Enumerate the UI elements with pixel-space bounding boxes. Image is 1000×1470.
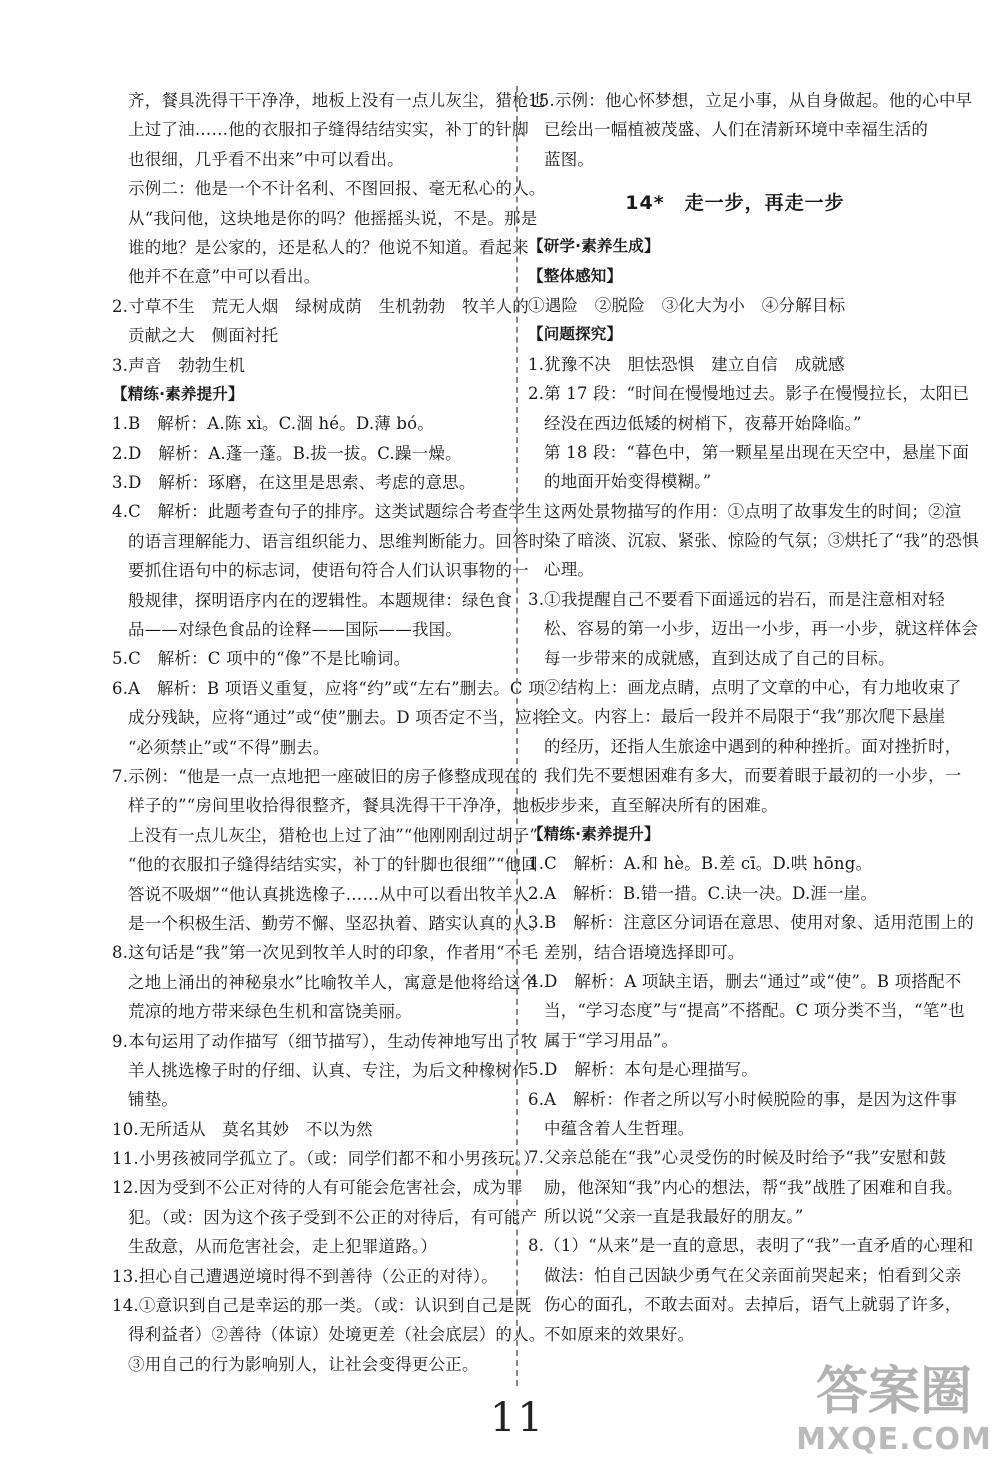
text-line: 2.第 17 段：“时间在慢慢地过去。影子在慢慢拉长，太阳已 xyxy=(528,384,970,404)
text-line: 当，“学习态度”与“提高”不搭配。C 项分类不当，“笔”也 xyxy=(544,1001,965,1021)
text-line: 14.①意识到自己是幸运的那一类。（或：认识到自己是既 xyxy=(112,1296,532,1316)
text-line: 第 18 段：“暮色中，第一颗星星出现在天空中，悬崖下面 xyxy=(544,442,970,462)
text-line: 中蕴含着人生哲理。 xyxy=(544,1118,695,1138)
text-line: 3.D 解析：琢磨，在这里是思索、考虑的意思。 xyxy=(112,473,476,493)
text-line: 7.父亲总能在“我”心灵受伤的时候及时给予“我”安慰和鼓 xyxy=(528,1148,947,1168)
text-line: 上没有一点儿灰尘，猎枪也上过了油”“他刚刚刮过胡子” xyxy=(128,825,539,845)
text-line: 答说不吸烟”“他认真挑选橡子……从中可以看出牧羊人 xyxy=(128,884,530,904)
text-line: 2.A 解析：B.错一措。C.诀一决。D.涯一崖。 xyxy=(528,883,878,903)
text-line: 已绘出一幅植被茂盛、人们在清新环境中幸福生活的 xyxy=(544,120,929,140)
text-line: 也很细，几乎看不出来”中可以看出。 xyxy=(128,149,404,169)
right-column xyxy=(528,86,979,1349)
text-line: 13.担心自己遭遇逆境时得不到善待（公正的对待）。 xyxy=(112,1266,498,1286)
text-line: 谁的地？是公家的，还是私人的？他说不知道。看起来 xyxy=(128,237,529,257)
text-line: 10.无所适从 莫名其妙 不以为然 xyxy=(112,1119,373,1139)
text-line: 样子的”“房间里收拾得很整齐，餐具洗得干干净净，地板 xyxy=(128,796,547,816)
left-column xyxy=(112,86,549,1379)
watermark-logo xyxy=(794,1361,994,1466)
text-line: 示例二：他是一个不计名利、不图回报、毫无私心的人。 xyxy=(128,179,546,199)
page-number: 11 xyxy=(490,1395,545,1441)
text-line: 他并不在意”中可以看出。 xyxy=(128,267,321,287)
text-line: 犯。（或：因为这个孩子受到不公正的对待后，有可能产 xyxy=(128,1207,538,1227)
lesson-title: 14* 走一步，再走一步 xyxy=(625,192,845,215)
text-line: 染了暗淡、沉寂、紧张、惊险的气氛；③烘托了“我”的恐惧 xyxy=(544,531,979,551)
text-line: 每一步带来的成就感，直到达成了自己的目标。 xyxy=(544,648,895,668)
text-line: 的经历，还指人生旅途中遇到的种种挫折。面对挫折时， xyxy=(544,736,962,756)
text-line: 5.C 解析：C 项中的“像”不是比喻词。 xyxy=(112,649,411,669)
right-top-answers xyxy=(528,86,973,174)
text-line: 铺垫。 xyxy=(128,1090,179,1110)
text-line: 6.A 解析：B 项语义重复，应将“约”或“左右”删去。C 项 xyxy=(112,678,545,698)
text-line: 上过了油……他的衣服扣子缝得结结实实，补丁的针脚 xyxy=(128,120,529,140)
text-line: 励，他深知“我”内心的想法，帮“我”战胜了困难和自我。 xyxy=(544,1177,963,1197)
text-line: 的地面开始变得模糊。” xyxy=(544,472,712,492)
text-line: 11.小男孩被同学孤立了。（或：同学们都不和小男孩玩。） xyxy=(112,1149,540,1169)
text-line: 做法：怕自己因缺少勇气在父亲面前哭起来；怕看到父亲 xyxy=(544,1265,962,1285)
text-line: 得利益者）②善待（体谅）处境更差（社会底层）的人。 xyxy=(128,1325,546,1345)
text-line: 8.这句话是“我”第一次见到牧羊人时的印象，作者用“不毛 xyxy=(112,943,539,963)
text-line: ②结构上：画龙点睛，点明了文章的中心，有力地收束了 xyxy=(544,678,962,698)
text-line: “必须禁止”或“不得”删去。 xyxy=(128,737,330,757)
text-line: 伤心的面孔，不敢去面对。去掉后，语气上就弱了许多， xyxy=(544,1295,962,1315)
text-line: 要抓住语句中的标志词，使语句符合人们认识事物的一 xyxy=(128,561,529,581)
section-header: 【精练·素养提升】 xyxy=(528,824,660,843)
text-line: 经没在西边低矮的树梢下，夜幕开始降临。” xyxy=(544,413,862,433)
section-header: 【整体感知】 xyxy=(528,266,623,285)
text-line: 7.示例：“他是一点一点地把一座破旧的房子修整成现在的 xyxy=(112,766,538,786)
text-line: 我们先不要想困难有多大，而要着眼于最初的一小步，一 xyxy=(544,766,962,786)
text-line: 心理。 xyxy=(544,560,595,580)
watermark-url: MXQE.COM xyxy=(796,1422,992,1457)
section-header: 【精练·素养提升】 xyxy=(112,384,244,403)
text-line: 5.D 解析：本句是心理描写。 xyxy=(528,1060,758,1080)
text-line: 1.犹豫不决 胆怯恐惧 建立自信 成就感 xyxy=(528,354,845,374)
text-line: 1.B 解析：A.陈 xì。C.涸 hé。D.薄 bó。 xyxy=(112,414,435,434)
watermark-text: 答案圈 xyxy=(815,1362,972,1422)
text-line: 羊人挑选橡子时的仔细、认真、专注，为后文种橡树作 xyxy=(128,1060,529,1080)
text-line: 品——对绿色食品的诠释——国际——我国。 xyxy=(128,620,462,640)
text-line: 9.本句运用了动作描写（细节描写），生动传神地写出了牧 xyxy=(112,1031,538,1051)
text-line: 是一个积极生活、勤劳不懈、坚忍执着、踏实认真的人。 xyxy=(128,913,546,933)
text-line: 不如原来的效果好。 xyxy=(544,1324,695,1344)
text-line: 8.（1）“从来”是一直的意思，表明了“我”一直矛盾的心理和 xyxy=(528,1236,974,1256)
text-line: 12.因为受到不公正对待的人有可能会危害社会，成为罪 xyxy=(112,1178,523,1198)
text-line: 所以说“父亲一直是我最好的朋友。” xyxy=(544,1207,804,1227)
text-line: 步步来，直至解决所有的困难。 xyxy=(544,795,778,815)
right-bottom-answers xyxy=(528,232,979,1349)
text-line: 差别，结合语境选择即可。 xyxy=(544,942,745,962)
text-line: 3.①我提醒自己不要看下面遥远的岩石，而是注意相对轻 xyxy=(528,589,945,609)
text-line: 齐，餐具洗得干干净净，地板上没有一点儿灰尘，猎枪也 xyxy=(128,91,546,110)
text-line: 15.示例：他心怀梦想，立足小事，从自身做起。他的心中早 xyxy=(528,91,973,110)
column-divider xyxy=(516,86,518,1386)
text-line: 之地上涌出的神秘泉水”比喻牧羊人，寓意是他将给这个 xyxy=(128,972,538,992)
text-line: 2.寸草不生 荒无人烟 绿树成荫 生机勃勃 牧羊人的 xyxy=(112,296,529,316)
text-line: 3.声音 勃勃生机 xyxy=(112,355,246,375)
text-line: 4.D 解析：A 项缺主语，删去“通过”或“使”。B 项搭配不 xyxy=(528,971,962,991)
text-line: 这两处景物描写的作用：①点明了故事发生的时间；②渲 xyxy=(544,501,962,521)
text-line: 蓝图。 xyxy=(544,149,595,169)
section-header: 【研学·素养生成】 xyxy=(528,237,660,256)
text-line: ①遇险 ②脱险 ③化大为小 ④分解目标 xyxy=(528,295,846,315)
text-line: 2.D 解析：A.蓬一蓬。B.拔一拔。C.躁一燥。 xyxy=(112,443,462,463)
text-line: 般规律，探明语序内在的逻辑性。本题规律：绿色食 xyxy=(128,590,513,610)
text-line: 全文。内容上：最后一段并不局限于“我”那次爬下悬崖 xyxy=(544,707,946,727)
text-line: 成分残缺，应将“通过”或“使”删去。D 项否定不当，应将 xyxy=(128,708,549,728)
text-line: 4.C 解析：此题考查句子的排序。这类试题综合考查学生 xyxy=(112,502,542,522)
text-line: ③用自己的行为影响别人，让社会变得更公正。 xyxy=(128,1354,479,1374)
section-header: 【问题探究】 xyxy=(528,325,623,344)
text-line: 从“我问他，这块地是你的吗？他摇摇头说，不是。那是 xyxy=(128,208,538,228)
text-line: 荒凉的地方带来绿色生机和富饶美丽。 xyxy=(128,1002,412,1022)
text-line: 1.C 解析：A.和 hè。B.差 cī。D.哄 hōng。 xyxy=(528,854,873,874)
text-line: 生敌意，从而危害社会，走上犯罪道路。） xyxy=(128,1237,438,1257)
text-line: 6.A 解析：作者之所以写小时候脱险的事，是因为这件事 xyxy=(528,1089,958,1109)
text-line: 贡献之大 侧面衬托 xyxy=(128,326,279,346)
text-line: 松、容易的第一小步，迈出一小步，再一小步，就这样体会 xyxy=(544,619,979,639)
text-line: 属于“学习用品”。 xyxy=(544,1030,679,1050)
text-line: 3.B 解析：注意区分词语在意思、使用对象、适用范围上的 xyxy=(528,913,974,933)
text-line: 的语言理解能力、语言组织能力、思维判断能力。回答时 xyxy=(128,531,546,551)
text-line: “他的衣服扣子缝得结结实实，补丁的针脚也很细”“他回 xyxy=(128,855,539,875)
